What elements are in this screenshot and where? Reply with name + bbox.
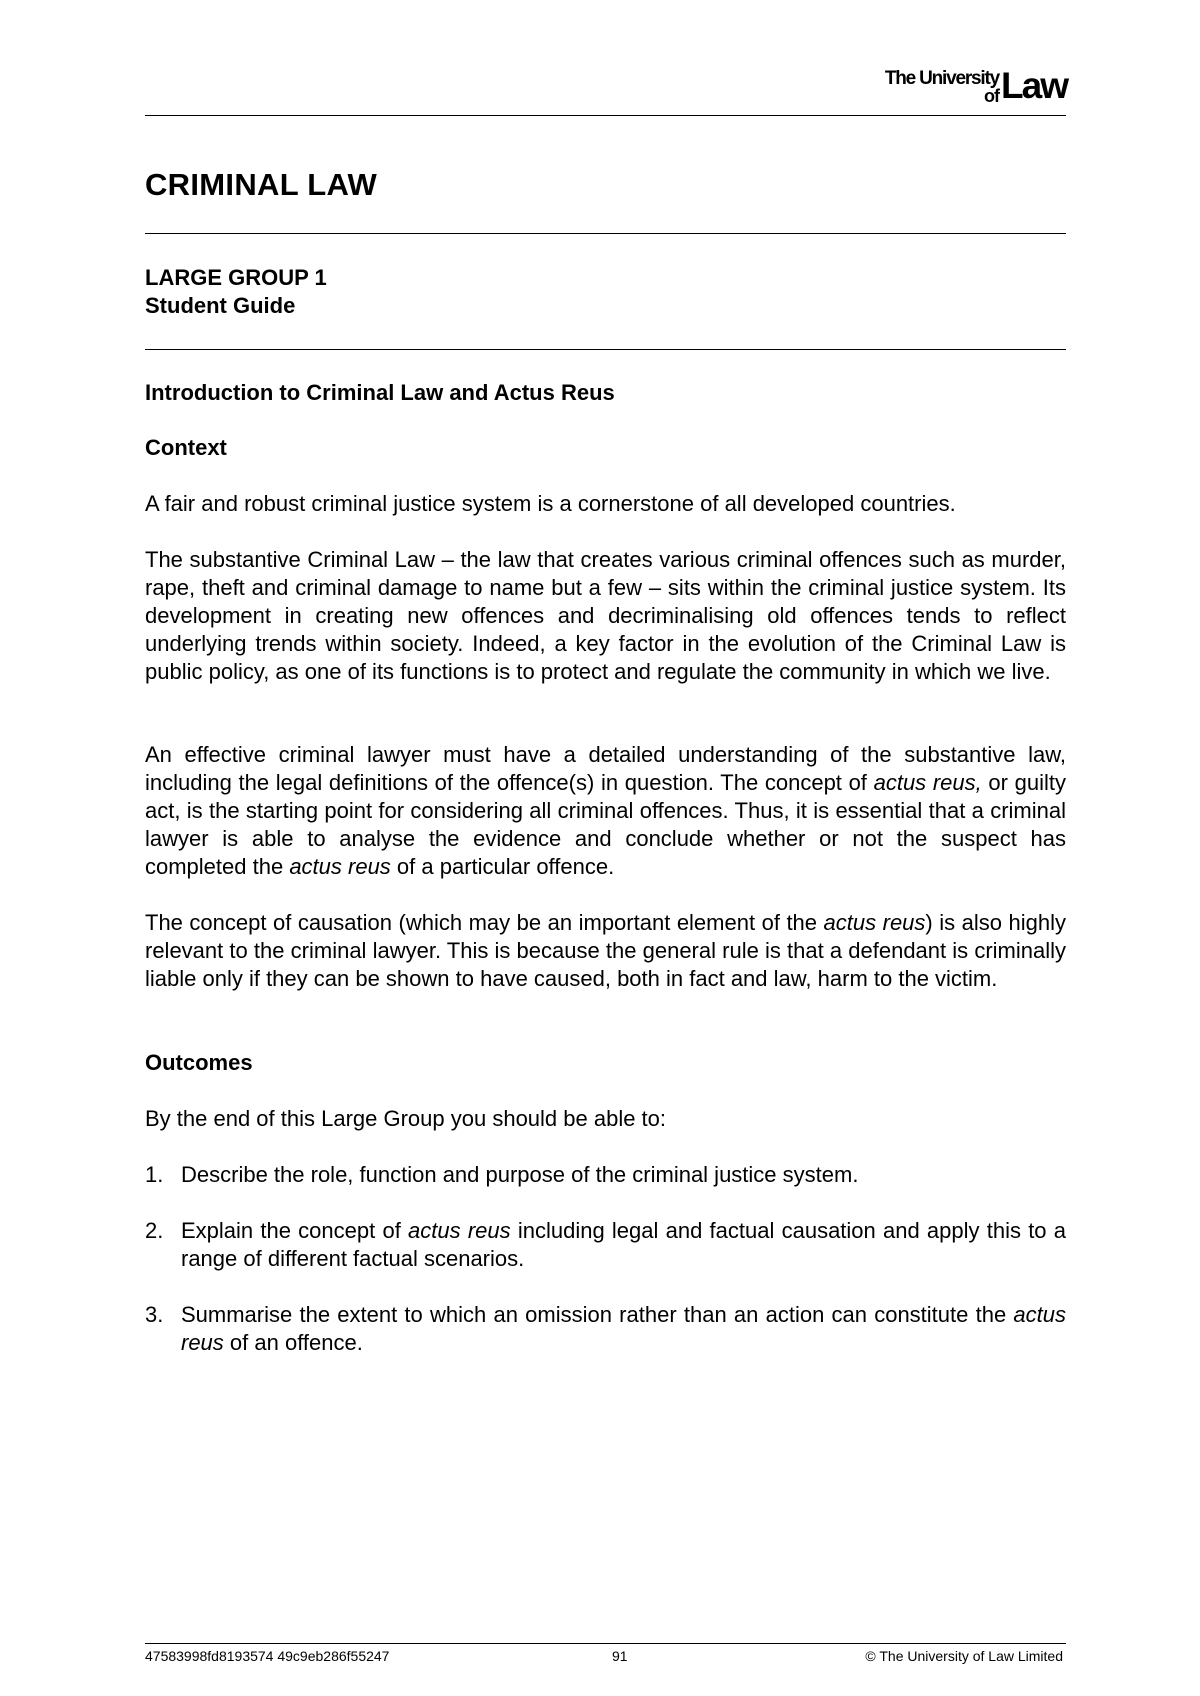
text-run: An effective criminal lawyer must have a detailed understanding of the substantive law, including the legal definitions of the offence(s) in question. The concept of — [145, 742, 1066, 795]
logo-text-of: of — [984, 86, 999, 106]
title-divider — [145, 233, 1066, 234]
text-run: Describe the role, function and purpose of the criminal justice system. — [181, 1162, 859, 1187]
list-number: 1. — [145, 1162, 164, 1187]
list-item-text — [181, 1301, 1066, 1357]
text-run: of an offence. — [223, 1330, 363, 1355]
text-run: of a particular offence. — [390, 854, 615, 879]
list-item — [145, 1217, 1066, 1273]
group-info — [145, 264, 1066, 320]
list-item-text — [181, 1161, 1066, 1189]
group-label: LARGE GROUP 1 — [145, 265, 327, 290]
outcomes-heading: Outcomes — [145, 1050, 253, 1075]
footer-copyright: © The University of Law Limited — [865, 1648, 1063, 1664]
list-item-text — [181, 1217, 1066, 1273]
university-logo — [857, 64, 1067, 114]
italic-term: actus reus, — [873, 770, 982, 795]
header-divider — [145, 115, 1066, 116]
context-paragraph-1 — [145, 490, 1066, 518]
page-title: CRIMINAL LAW — [145, 167, 378, 202]
text-run: The concept of causation (which may be an important element of the — [145, 910, 824, 935]
logo-text-law: Law — [1001, 65, 1067, 106]
list-item — [145, 1301, 1066, 1357]
list-number: 3. — [145, 1302, 164, 1327]
paragraph-text — [145, 741, 1066, 881]
topic-heading: Introduction to Criminal Law and Actus Reus — [145, 380, 615, 405]
text-run: Explain the concept of — [181, 1218, 409, 1243]
text-run: including legal and factual causation and apply this to a range of different factual scenarios. — [181, 1218, 1066, 1271]
outcomes-intro — [145, 1105, 1066, 1133]
text-run: or guilty act, is the starting point for considering all criminal offences. Thus, it is essential that a criminal lawyer is able to analyse the evidence and conclude whether or not the suspect has completed the — [145, 770, 1066, 879]
italic-term: actus reus — [408, 1218, 511, 1243]
text-run: Summarise the extent to which an omission rather than an action can constitute the — [181, 1302, 1014, 1327]
context-paragraph-2 — [145, 546, 1066, 686]
context-paragraph-3 — [145, 741, 1066, 881]
logo-text-university: The University — [884, 68, 999, 89]
footer-doc-id: 47583998fd8193574 49c9eb286f55247 — [145, 1648, 390, 1664]
list-item — [145, 1161, 1066, 1189]
paragraph-text: By the end of this Large Group you should be able to: — [145, 1106, 667, 1131]
paragraph-text — [145, 909, 1066, 993]
context-paragraph-4 — [145, 909, 1066, 993]
footer-divider — [145, 1643, 1066, 1644]
group-subtitle: Student Guide — [145, 293, 296, 318]
paragraph-text: The substantive Criminal Law – the law that creates various criminal offences such as murder, rape, theft and criminal damage to name but a few – sits within the criminal justice system. Its development in creating new offences and decriminalising old offences tends to reflect underlying trends within society. Indeed, a key factor in the evolution of the Criminal Law is public policy, as one of its functions is to protect and regulate the community in which we live. — [145, 547, 1066, 684]
context-heading: Context — [145, 435, 227, 460]
page-number: 91 — [612, 1648, 628, 1664]
paragraph-text: A fair and robust criminal justice system is a cornerstone of all developed countries. — [145, 491, 956, 516]
italic-term: actus reus — [181, 1302, 1066, 1355]
section-divider — [145, 349, 1066, 350]
italic-term: actus reus — [289, 854, 391, 879]
italic-term: actus reus — [823, 910, 926, 935]
list-number: 2. — [145, 1218, 164, 1243]
text-run: ) is also highly relevant to the criminal lawyer. This is because the general rule is that a defendant is criminally liable only if they can be shown to have caused, both in fact and law, harm to the victim. — [145, 910, 1066, 991]
